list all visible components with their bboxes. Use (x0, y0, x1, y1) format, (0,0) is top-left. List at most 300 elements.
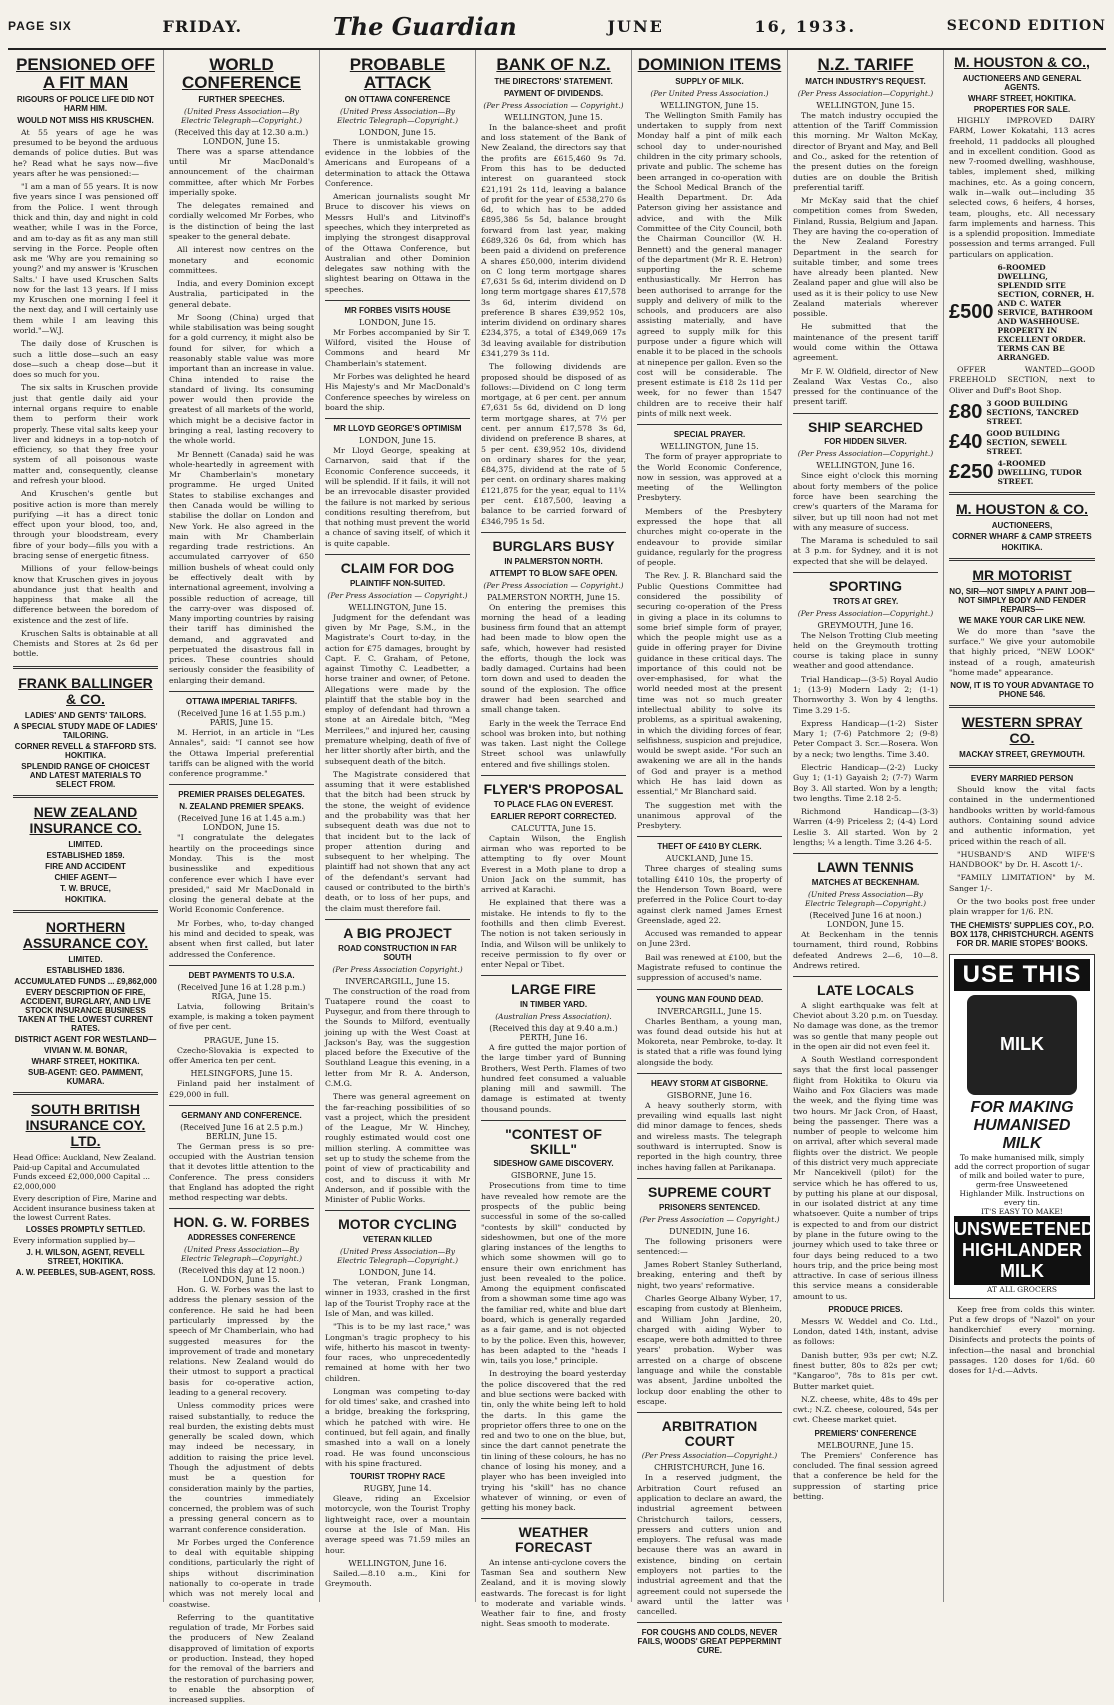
dateline: LONDON, June 14. (359, 1268, 436, 1278)
subheadline: TOURIST TROPHY RACE (349, 1472, 446, 1482)
credit: (United Press Association—By Electric Telegraph—Copyright.) (180, 106, 302, 125)
ad-line: LADIES' AND GENTS' TAILORS. (24, 710, 147, 720)
paragraph: The Rev. J. R. Blanchard said the Public Questions Committee had considered the possibility of securing co-operation of the Press in giving a place in its columns to some brief simple form of prayer, which the people might use as a guide in offering prayer for Divine guidance in these critical days. The importance of this could not be over-emphasised, for what the world needed most at the present time was not so much greater intellectual ability to solve its problems, as a spiritual awakening, in which the dividing forces of fear, selfishness, suspicion and prejudice, would be swept aside. "For such an awakening we are all in the hands of God and prayer is a method which He has laid down as essential," Mr Blanchard said. (637, 571, 782, 797)
dateline: AUCKLAND, June 15. (665, 854, 754, 864)
paragraph: Bail was renewed at £100, but the Magistrate refused to continue the suppression of accused's name. (637, 952, 782, 983)
paragraph: "FAMILY LIMITATION" by M. Sanger 1/-. (949, 873, 1095, 893)
dateline: WELLINGTON, June 15. (660, 100, 759, 110)
subheadline: MR LLOYD GEORGE'S OPTIMISM (333, 424, 462, 434)
subheadline: PLAINTIFF NON-SUITED. (349, 578, 446, 588)
paragraph: Since eight o'clock this morning about forty members of the police force have been searching the crew's quarters of the Marama for silver, but up till noon had not met with any measure of success. (793, 471, 938, 532)
property-listing (949, 263, 1095, 362)
divider (949, 558, 1095, 561)
ad-line: FIRE AND ACCIDENT (45, 861, 126, 871)
divider (13, 795, 158, 798)
paragraph: Should know the vital facts contained in the undermentioned handbooks written by world-famous authors. Containing sound advice and authentic information, yet priced within the reach of all. (949, 785, 1095, 846)
subheadline: OTTAWA IMPERIAL TARIFFS. (185, 697, 298, 707)
subheadline: DEBT PAYMENTS TO U.S.A. (188, 970, 295, 980)
subheadline: IN TIMBER YARD. (519, 1000, 588, 1010)
divider (949, 705, 1095, 708)
paragraph: Mr Bennett (Canada) said he was whole-heartedly in agreement with Mr Chamberlain's monetary programme. He urged United States to stabilise exchanges and then Canada would be willing to stabilise the dollar on London and New York. He also agreed in the main with Mr Chamberlain regarding trade restrictions. An accumulated carryover of 650 million bushels of wheat could only be effectively dealt with by international agreement, involving a possible reduction of acreage, till the carry-over was disposed of. Many importing countries by raising their tariff has diminished the demand, and aggravated and perpetuated the disastrous fall in prices. These countries should seriously consider the feasibility of enlarging their demand. (169, 449, 314, 685)
paragraph: Members of the Presbytery expressed the hope that all churches might co-operate in the endeavour to provide similar guidance, regularly for the progress of people. (637, 506, 782, 568)
credit: (United Press Association—By Electric Telegraph—Copyright.) (336, 1247, 458, 1266)
paragraph: A fire gutted the major portion of the large timber yard of Bunning Brothers, West Perth. Flames of two hundred feet consumed a valuable planing mill and sawmill. The damage is estimated at twenty thousand pounds. (481, 1043, 626, 1114)
milk-can-icon (967, 995, 1077, 1095)
headline: BANK OF N.Z. (496, 55, 611, 74)
subheadline: SPECIAL PRAYER. (673, 430, 746, 440)
divider (637, 1178, 782, 1179)
listing-text: GOOD BUILDING SECTION, SEWELL STREET. (986, 428, 1067, 456)
paragraph: Express Handicap—(1-2) Sister Mary 1; (7-6) Patchmore 2; (9-8) Peter Compact 3. Scr.—Rosera. Won by a neck; two lengths. Time 3.40. (793, 718, 938, 759)
dateline: WELLINGTON, June 15. (660, 442, 759, 452)
ad-line: NO, SIR—NOT SIMPLY A PAINT JOB—NOT SIMPLY BODY AND FENDER REPAIRS— (949, 586, 1095, 614)
dateline: PALMERSTON NORTH, June 15. (486, 592, 621, 602)
paragraph: Kruschen Salts is obtainable at all Chemists and Stores at 2s 6d per bottle. (13, 628, 158, 659)
divider (169, 784, 314, 785)
dateline: CHRISTCHURCH, June 16. (654, 1463, 765, 1473)
ad-line: WE MAKE YOUR CAR LIKE NEW. (958, 615, 1086, 625)
credit: (United Press Association—By Electric Telegraph—Copyright.) (336, 106, 458, 125)
paragraph: OFFER WANTED—GOOD FREEHOLD SECTION, next to Oliver and Duff's Boot Shop. (949, 364, 1095, 395)
listing-text: 6-ROOMED DWELLING, SPLENDID SITE SECTION, CORNER, H. AND C. WATER SERVICE, BATHROOM AND WASHHOUSE. PROPERTY IN EXCELLENT ORDER. TERMS CAN BE ARRANGED. (997, 262, 1095, 362)
headline: WORLD CONFERENCE (181, 55, 301, 92)
dateline: (Received June 16 at 1.28 p.m.) RIGA, June 15. (177, 982, 306, 1001)
paragraph: Captain Wilson, the English airman who was reported to be attempting to fly over Mount Everest in a Moth plane to drop a Union Jack on the summit, has arrived at Karachi. (481, 833, 626, 895)
ad-title: NEW ZEALAND INSURANCE CO. (29, 803, 142, 836)
divider (13, 910, 158, 913)
paragraph: A slight earthquake was felt at Cheviot about 3.20 p.m. on Tuesday. No damage was done, as the tremor was so gentle that many people out in the open air did not even feel it. (793, 1000, 938, 1051)
headline: N.Z. TARIFF (817, 55, 914, 74)
paragraph: Mr McKay said that the chief competition comes from Sweden, Finland, Russia, Belgium and Japan. They are having the co-operation of the New Zealand Forestry Department in the search for suitable timber, and some trees have already been planted. New Zealand paper and glue will also be used as it is their policy to use New Zealand materials wherever possible. (793, 196, 938, 319)
milk-advertisement (949, 954, 1095, 1299)
credit: (Per Press Association Copyright.) (332, 964, 463, 974)
subheadline: EARLIER REPORT CORRECTED. (490, 811, 617, 821)
subheadline: HEAVY STORM AT GISBORNE. (651, 1078, 768, 1088)
paragraph: Mr Lloyd George, speaking at Carnarvon, said that if the Economic Conference succeeds, it will be splendid. If it fails, it will not be an irrevocable disaster provided the failure is not marked by serious conditions resulting therefrom, but that nothing must prevent the world a chance of saving itself, of which it is quite capable. (325, 446, 470, 548)
dateline: WELLINGTON, June 16. (816, 461, 915, 471)
property-listing (949, 429, 1095, 456)
paragraph: "HUSBAND'S AND WIFE'S HANDBOOK" by Dr. H. Ascott 1/-. (949, 849, 1095, 870)
paragraph: Latvia, following Britain's example, is making a token payment of five per cent. (169, 1001, 314, 1032)
paragraph: We do more than "save the surface." We give your automobile that highly priced, "NEW LOOK" instead of a rough, amateurish "home made" appearance. (949, 626, 1095, 677)
price: £40 (949, 430, 983, 453)
column-6 (788, 50, 944, 1602)
ad-line: AUCTIONEERS, (991, 520, 1053, 530)
paragraph: The Premiers' Conference has concluded. The final session agreed that a conference be held for the suppression of starting price betting. (793, 1450, 938, 1501)
paragraph: The construction of the road from Tuatapere round the coast to Puysegur, and from there through to the Sounds to Milford, eventually joining up with the West Coast at Jackson's Bay, was the suggestion placed before the Executive of the Southland League this evening, in a letter from Mr R. A. Anderson, C.M.G. (325, 986, 470, 1089)
divider (637, 1073, 782, 1074)
paragraph: Sailed.—8.10 a.m., Kini for Greymouth. (325, 1568, 470, 1589)
ad-line: THE CHEMISTS' SUPPLIES COY., P.O. BOX 1178, CHRISTCHURCH. AGENTS FOR DR. MARIE STOPES' BOOKS. (950, 920, 1094, 948)
ad-line: HOKITIKA. (65, 894, 106, 904)
ad-banner: USE THIS (954, 959, 1090, 991)
paragraph: Czecho-Slovakia is expected to offer America ten per cent. (169, 1045, 314, 1065)
subheadline: THE DIRECTORS' STATEMENT. (494, 76, 613, 86)
headline: SPORTING (828, 577, 903, 594)
ad-line: WHARF STREET, HOKITIKA. (31, 1056, 140, 1066)
paragraph: A South Westland correspondent says that the first local passenger flight from Hokitika to Okuru via Waiho and Fox Glaciers was made the week, and the flying time was two hours. Mr Jack Cron, of Haast, being the passenger. There was a number of people to welcome him on arrival, after which several made flights over the district. We people of this district very much appreciate Mr Nancekivell (pilot) for the service which he has offered to us, by putting his plane at our disposal, in our isolated district at any time whatsoever. Quite a number of trips is expected to and from our district by plane in the future owing to the journey which used to take three or four days being reduced to a two hours trip, and the price being most attractive. In case of serious illness this service means a considerable amount to us. (793, 1055, 938, 1301)
credit: (Per Press Association—Copyright.) (797, 449, 934, 459)
ad-line: PROPERTIES FOR SALE. (973, 105, 1071, 114)
ad-title: WESTERN SPRAY CO. (961, 714, 1083, 747)
ad-line: LIMITED. (68, 954, 103, 964)
credit: (Per Press Association—Copyright.) (641, 1451, 778, 1461)
paragraph: In destroying the board yesterday the police discovered that the red and blue sections were backed with tin, only the white being left to hold the darts. In this game the proprietor offers three to one on the red and two to one on the blue, but, since the dart cannot penetrate the tin lining of these colours, he has no chance of losing his money, and a player who has been inveigled into trying his "skill" has no chance whatever of winning, or even of getting his money back. (481, 1369, 626, 1513)
ad-text: AT ALL GROCERS (987, 1284, 1057, 1294)
dateline: PRAGUE, June 15. (204, 1035, 279, 1045)
paragraph: Unless commodity prices were raised substantially, to reduce the real burden, the existing debts must generally be scaled down, which may indeed be necessary, in addition to raising the price level. Though the adjustment of debts must be a question for consideration mainly by the parties, the countries immediately concerned, the problem was of such a pressing general concern as to warrant conference consideration. (169, 1401, 314, 1534)
column-7 (944, 50, 1100, 1602)
ad-line: T. W. BRUCE, (60, 883, 111, 893)
column-4 (476, 50, 632, 1629)
dateline: MELBOURNE, June 15. (817, 1440, 914, 1450)
credit: (Per United Press Association.) (650, 88, 769, 98)
ad-line: Every information supplied by— (13, 1236, 136, 1245)
paragraph: Mr Soong (China) urged that while stabilisation was being sought for a gold currency, it might also be found for silver, for which a reasonably stable value was more important than an increase in value. China intended to raise the standard of living. Its consuming power would then provide the greatest of all markets of the world, which might be a decisive factor in bringing a real, lasting recovery to the whole world. (169, 312, 314, 446)
dateline: (Received this day at 12 noon.) LONDON, June 15. (178, 1266, 305, 1285)
paragraph: The Nelson Trotting Club meeting held on the Greymouth trotting course is taking place in sunny weather and good attendance. (793, 630, 938, 671)
headline: LATE LOCALS (817, 982, 914, 999)
column-5 (632, 50, 788, 1656)
paragraph: An intense anti-cyclone covers the Tasman Sea and southern New Zealand, and it is moving slowly eastwards. The forecast is for light to moderate and variable winds. Weather fair to fine, and frosty night. Seas smooth to moderate. (481, 1557, 626, 1629)
paragraph: India, and every Dominion except Australia, participated in the general debate. (169, 279, 314, 309)
divider (637, 1622, 782, 1623)
paragraph: Or the two books post free under plain wrapper for 1/6. P.N. (949, 897, 1095, 917)
paragraph: Mr F. W. Oldfield, director of New Zealand Wax Vestas Co., also pressed for the continuance of the present tariff. (793, 366, 938, 407)
paragraph: In a reserved judgment, the Arbitration Court refused an application to declare an award, the industrial agreement between Christchurch tailors, cessers, pressers and cutters union and employers. The refusal was made because there was an award in existence, binding on certain employers not parties to the industrial agreement and that the agreement could not supersede the award until the latter was cancelled. (637, 1473, 782, 1617)
divider (169, 1208, 314, 1209)
subheadline: GERMANY AND CONFERENCE. (181, 1110, 302, 1120)
paragraph: Early in the week the Terrace End school was broken into, but nothing was taken. Last night the College Street school was unlawfully entered and five shillings stolen. (481, 718, 626, 769)
dateline: CALCUTTA, June 15. (511, 823, 596, 833)
paragraph: Judgment for the defendant was given by Mr Page, S.M., in the Magistrate's Court to-day, in the action for £75 damages, brought by Capt. F. C. Graham, of Petone, against Timothy C. Leadbetter, a horse trainer and owner, of Petone. Allegations were made by the plaintiff that the stable boy in the employ of defendant had thrown a stone at an Airedale bitch, "Meg Merrilees," and injured her, causing premature whelping, death of five of her litter shortly after birth, and the subsequent death of the bitch. (325, 612, 470, 766)
paragraph: Mr Forbes was delighted he heard His Majesty's and Mr MacDonald's Conference speeches by wireless on board the ship. (325, 372, 470, 412)
paragraph: Mr Forbes, who, to-day changed his mind and decided to speak, was absent when first called, but later addressed the Conference. (169, 918, 314, 959)
dateline: GISBORNE, June 16. (666, 1090, 753, 1100)
divider (637, 1412, 782, 1413)
ad-text: To make humanised milk, simply add the correct proportion of sugar of milk and boiled water to pure, germ-free Unsweetened Highlander Milk. Instructions on every tin. (954, 1152, 1090, 1207)
subheadline: TO PLACE FLAG ON EVEREST. (493, 799, 614, 809)
headline: BURGLARS BUSY (492, 537, 615, 554)
ad-line: FOR COUGHS AND COLDS, NEVER FAILS, WOODS' GREAT PEPPERMINT CURE. (637, 1628, 782, 1656)
price: £500 (949, 300, 994, 323)
page-number: PAGE SIX (8, 19, 72, 33)
dateline: WELLINGTON, June 15. (348, 602, 447, 612)
divider (13, 666, 158, 669)
divider (481, 1120, 626, 1121)
headline: SUPREME COURT (648, 1183, 771, 1200)
divider (169, 691, 314, 692)
month: JUNE (607, 16, 664, 36)
headline: MOTOR CYCLING (338, 1216, 457, 1233)
property-listing (949, 399, 1095, 426)
paragraph: Longman was competing to-day for old times' sake, and crashed into a bridge, breaking the forkspring, which he patched with wire. He continued, but fell again, and finally smashed into a wall on a lonely road. He was found unconscious with his spine fractured. (325, 1386, 470, 1468)
paragraph: And Kruschen's gentle but positive action is more than merely purifying —it has a direct tonic effect upon your blood, too, and, through your bloodstream, every fibre of your body—fills you with a bracing sense of energetic fitness. (13, 489, 158, 560)
ad-line: SUB-AGENT: GEO. PAMMENT, KUMARA. (28, 1067, 143, 1086)
column-1 (8, 50, 164, 1602)
paragraph: There is unmistakable growing evidence in the lobbies of the Americans and Europeans of a determination to attack the Ottawa Conference. (325, 137, 470, 188)
dateline: INVERCARGILL, June 15. (345, 976, 450, 986)
divider (169, 965, 314, 966)
dateline: LONDON, June 15. (359, 127, 436, 137)
listing-text: 4-ROOMED DWELLING, TUDOR STREET. (997, 458, 1082, 486)
ad-title: EVERY MARRIED PERSON (970, 774, 1074, 784)
subheadline: PREMIER PRAISES DELEGATES. (178, 790, 305, 800)
paragraph: A heavy southerly storm, with prevailing wind equalls last night did minor damage to fences, sheds and wireless masts. The telegraph southward is interrupted. Snow is reported in the high country, three inches having fallen at Parikanapa. (637, 1100, 782, 1172)
credit: (Per Press Association — Copyright.) (483, 580, 624, 590)
subheadline: MATCH INDUSTRY'S REQUEST. (805, 76, 926, 86)
dateline: WELLINGTON, June 15. (504, 112, 603, 122)
ad-line: SPLENDID RANGE OF CHOICEST AND LATEST MATERIALS TO SELECT FROM. (21, 761, 150, 789)
subheadline: MR FORBES VISITS HOUSE (344, 305, 451, 315)
subheadline: RIGOURS OF POLICE LIFE DID NOT HARM HIM. (16, 94, 155, 113)
ad-line: AUCTIONEERS AND GENERAL AGENTS. (962, 74, 1082, 92)
dateline: RUGBY, June 14. (363, 1484, 432, 1494)
subheadline: ROAD CONSTRUCTION IN FAR SOUTH (338, 943, 457, 962)
paragraph: Referring to the quantitative regulation of trade, Mr Forbes said the producers of New Zealand disapproved of limitation of exports or production. Instead, they hoped for the removal of the barriers and the restoration of purchasing power, to enable the absorption of increased supplies. (169, 1612, 314, 1705)
dateline: HELSINGFORS, June 15. (190, 1069, 293, 1079)
divider (13, 1092, 158, 1095)
dateline: (Received this day at 9.40 a.m.) PERTH, June 16. (489, 1024, 618, 1043)
headline: PROBABLE ATTACK (349, 55, 446, 92)
paragraph: He explained that there was a mistake. He intends to fly to the foothills and then climb Everest. The notion is not taken seriously in India, and Wilson will be unlikely to receive permission to fly over or enter Nepal or Tibet. (481, 898, 626, 970)
paragraph: The following prisoners were sentenced:— (637, 1236, 782, 1256)
divider (325, 554, 470, 555)
dateline: (Received June 16 at 1.55 p.m.) PARIS, June 15. (177, 709, 306, 728)
paragraph: The Marama is scheduled to sail at 3 p.m. for Sydney, and it is not expected that she will be delayed. (793, 536, 938, 566)
can-label: MILK (1000, 1034, 1044, 1055)
ad-text: IT'S EASY TO MAKE! (981, 1206, 1063, 1216)
ad-line: EVERY DESCRIPTION OF FIRE, ACCIDENT, BURGLARY, AND LIVE STOCK INSURANCE BUSINESS TAKEN AT THE LOWEST CURRENT RATES. (18, 987, 153, 1033)
subheadline: IN PALMERSTON NORTH. (504, 556, 603, 566)
ad-line: LOSSES PROMPTLY SETTLED. (25, 1225, 146, 1234)
divider (481, 1518, 626, 1519)
ad-line: ESTABLISHED 1859. (46, 850, 125, 860)
column-2 (164, 50, 320, 1705)
subheadline: PRODUCE PRICES. (828, 1304, 903, 1314)
dateline: WELLINGTON, June 15. (816, 100, 915, 110)
paragraph: The Magistrate considered that assuming that it were established that the bitch had been struck by the stone, the weight of evidence and the probability was that her subsequent death was due not to that incident but to the lack of proper attention during and subsequent to her whelping. The plaintiff had not shown that any act of the defendant's servant had caused or contributed to the birth's death, or to loss of her pups, and the claim must therefore fail. (325, 769, 470, 913)
dateline: (Received this day at 12.30 a.m.) LONDON, June 15. (174, 127, 309, 146)
dateline: GISBORNE, June 15. (510, 1171, 597, 1181)
divider (637, 989, 782, 990)
headline: PENSIONED OFF A FIT MAN (16, 55, 155, 92)
paragraph: Hon. G. W. Forbes was the last to address the plenary session of the conference. He said he had been particularly impressed by the speech of Mr Chamberlain, who had suggested measures for the improvement of trade and monetary relations. New Zealand would do their utmost to support a practical basis for co-operative action, leading to a general recovery. (169, 1285, 314, 1397)
paragraph: Trial Handicap—(3-5) Royal Audio 1; (13-9) Modern Lady 2; (1-1) Thornworthy 3. Won by 4 lengths. Time 3.29 1-5. (793, 674, 938, 715)
subheadline: YOUNG MAN FOUND DEAD. (655, 994, 764, 1004)
dateline: WELLINGTON, June 16. (348, 1558, 447, 1568)
paragraph: The following dividends are proposed should be disposed of as follows:—Dividend on C long term mortgage, at 6 per cent. per annum £7,631 5s 6d, dividend on D long term mortgage shares, at 7½ per cent. per annum £17,578 3s 6d, dividend on preference B shares, at 5 per cent. £39,952 10s, dividend on ordinary shares for the year, £84,375, dividend at the rate of 5 per cent. on ordinary shares making £121,875 for the year, equal to 11¼ per cent. £187,500, leaving a balance to be carried forward of £346,795 1s 5d. (481, 362, 626, 526)
ad-line: HOKITIKA. (1001, 542, 1043, 552)
credit: (Per Press Association—Copyright.) (797, 608, 934, 618)
paragraph: Mr Forbes urged the Conference to deal with equitable shipping conditions, particularly the right of ships without discrimination nationally to co-operate in trade which was not merely local and coastwise. (169, 1537, 314, 1609)
paragraph: Millions of your fellow-beings know that Kruschen gives in joyous abundance just that health and happiness that make all the difference between the boredom of existence and the zest of life. (13, 564, 158, 625)
paragraph: Keep free from colds this winter. Put a few drops of "Nazol" on your handkerchief every morning. Disinfects and protects the points of infection—the nasal and bronchial passages. 120 doses for 1/6d. 60 doses for 1/-d.—Advts. (949, 1304, 1095, 1376)
subheadline: SIDESHOW GAME DISCOVERY. (493, 1159, 614, 1169)
dateline: LONDON, June 15. (359, 317, 436, 327)
ad-line: NOW, IT IS TO YOUR ADVANTAGE TO PHONE 546. (950, 681, 1094, 700)
ad-line: Head Office: Auckland, New Zealand. Paid-up Capital and Accumulated Funds exceed £2,000,000 Capital ... £2,000,000 (13, 1152, 157, 1191)
paragraph: In the balance-sheet and profit and loss statement of the Bank of New Zealand, the directors say that the profits are £615,460 9s 7d. From this has to be deducted interest on guaranteed stock £21,191 2s 11d, leaving a balance of profit for the year of £538,270 6s 6d, to which has to be added £895,386 5s 5d, balance brought forward from last year, making £689,326 0s 6d, from which has been paid a dividend on preference A shares £50,000, interim dividend on C long term mortgage shares £7,631 5s 6d, interim dividend on D long term mortgage shares £17,578 3s 6d, interim dividend on preference B shares £39,952 10s, interim dividend on ordinary shares £234,375, a total of £349,069 17s 3d leaving available for distribution £341,279 3s 11d. (481, 122, 626, 359)
credit: (United Press Association—By Electric Telegraph—Copyright.) (804, 889, 926, 908)
paragraph: Electric Handicap—(2-2) Lucky Guy 1; (1-1) Gayaish 2; (7-7) Warm Boy 3. All started. Won by a length; two lengths. Time 2.18 2-5. (793, 763, 938, 803)
headline: SHIP SEARCHED (808, 418, 923, 435)
ad-line: Every description of Fire, Marine and Accident insurance business taken at the lowest Current Rates. (13, 1193, 157, 1223)
credit: (Per Press Association—Copyright.) (797, 88, 934, 98)
ad-title: FRANK BALLINGER & CO. (18, 674, 153, 707)
divider (325, 1210, 470, 1211)
dateline: GREYMOUTH, June 16. (817, 620, 914, 630)
headline: "CONTEST OF SKILL" (505, 1126, 602, 1157)
headline: DOMINION ITEMS (637, 55, 782, 74)
paragraph: There was a sparse attendance until Mr MacDonald's announcement of the chairman committee, after which Mr Forbes imperially spoke. (169, 146, 314, 197)
subheadline: MATCHES AT BECKENHAM. (811, 877, 920, 887)
paragraph: The veteran, Frank Longman, winner in 1933, crashed in the first lap of the Tourist Trophy race at the Isle of Man, and was killed. (325, 1278, 470, 1318)
dateline: (Received June 16 at 1.45 a.m.) LONDON, June 15. (177, 814, 306, 833)
subheadline: SUPPLY OF MILK. (675, 76, 744, 86)
ad-line: LIMITED. (68, 839, 103, 849)
ad-line: CORNER REVELL & STAFFORD STS. HOKITIKA. (14, 741, 157, 760)
divider (325, 919, 470, 920)
paragraph: American journalists sought Mr Bruce to discover his views on Messrs Hull's and Litvinoff's speeches, which they interpreted as implying the strongest disapproval of the Ottawa Conference, but Australian and other Dominion delegates saw nothing with the slightest bearing on Ottawa in the speeches. (325, 192, 470, 294)
headline: HON. G. W. FORBES (173, 1214, 310, 1231)
paragraph: "This is to be my last race," was Longman's tragic prophecy to his wife, hitherto his mascot in twenty-four races, who unprecedentedly remained at home with her two children. (325, 1322, 470, 1383)
divider (793, 853, 938, 854)
day: FRIDAY. (162, 16, 243, 36)
price: £80 (949, 400, 983, 423)
paragraph: Three charges of stealing sums totalling £410 10s, the property of the Henderson Town Board, were preferred in the Police Court to-day against clerk named James Ernest Greenslade, aged 22. (637, 864, 782, 925)
paragraph: Richmond Handicap—(3-3) Warren (4-9) Priceless 2; (4-4) Lord Leslie 3. All started. Won by 2 lengths; ¼ a length. Time 3.26 4-5. (793, 807, 938, 847)
paragraph: He submitted that the maintenance of the present tariff would come within the Ottawa agreement. (793, 322, 938, 363)
headline: CLAIM FOR DOG (340, 559, 455, 576)
headline: LARGE FIRE (511, 981, 596, 998)
masthead (8, 4, 1106, 50)
paragraph: On entering the premises this morning the head of a leading business firm found that an attempt had been made to blow open the safe, which, however had resisted the efforts, though the lock was badly damaged. Curtains had been torn down and used to deaden the sound of the explosion. The office drawer had been searched and small change taken. (481, 602, 626, 715)
subheadline: PAYMENT OF DIVIDENDS. (503, 88, 604, 98)
columns (8, 50, 1108, 1705)
dateline: (Received June 16 at noon.) LONDON, June 15. (809, 910, 922, 929)
subheadline: TROTS AT GREY. (832, 596, 899, 606)
ad-line: ESTABLISHED 1836. (46, 965, 125, 975)
paragraph: The daily dose of Kruschen is such a little dose—such an easy dose—such a cheap dose—but it does so much for you. (13, 339, 158, 380)
ad-line: A SPECIAL STUDY MADE OF LADIES' TAILORING. (13, 721, 158, 740)
divider (637, 836, 782, 837)
subheadline: N. ZEALAND PREMIER SPEAKS. (179, 802, 304, 812)
credit: (Australian Press Association). (495, 1012, 612, 1022)
brand-name: UNSWEETENED HIGHLANDER MILK (954, 1216, 1090, 1285)
subheadline: WOULD NOT MISS HIS KRUSCHEN. (17, 115, 154, 125)
paragraph: There was general agreement on the far-reaching possibilities of so vast a project, which the president of the League, Mr W. Hinchey, roughly estimated would cost one million sterling. A committee was set up to study the scheme from the point of view of practicability and cost, and to discuss it with Mr Anderson, and if possible with the Minister of Public Works. (325, 1092, 470, 1205)
divider (637, 424, 782, 425)
paragraph: Charles George Albany Wyber, 17, escaping from custody at Blenheim, and William John Jardine, 20, charged with aiding Wyber to escape, were both admitted to three years' probation. Wyber was arrested on a charge of obscene language and while the constable was absent, Jardine unbolted the lockup door enabling the other to escape. (637, 1293, 782, 1406)
dateline: (Received June 16 at 2.5 p.m.) BERLIN, June 15. (180, 1122, 303, 1141)
divider (793, 413, 938, 414)
paragraph: Accused was remanded to appear on June 23rd. (637, 929, 782, 949)
paragraph: Finland paid her instalment of £29,000 in full. (169, 1079, 314, 1099)
ad-title: SOUTH BRITISH INSURANCE COY. LTD. (25, 1100, 146, 1149)
paragraph: The form of prayer appropriate to the World Economic Conference, now in session, was approved at a meeting of the Wellington Presbytery. (637, 452, 782, 503)
paragraph: Danish butter, 93s per cwt; N.Z. finest butter, 80s to 82s per cwt; "Kangaroo", 78s to 81s per cwt. Butter market quiet. (793, 1350, 938, 1391)
paragraph: "I congratulate the delegates heartily on the proceedings since Monday. This is the most businesslike and expeditious conference ever which I have ever presided," said Mr MacDonald in closing the general debate at the World Economic Conference. (169, 833, 314, 915)
subheadline: ATTEMPT TO BLOW SAFE OPEN. (489, 568, 618, 578)
headline: FLYER'S PROPOSAL (483, 781, 624, 797)
headline: ARBITRATION COURT (661, 1418, 758, 1449)
paragraph: Mr Forbes accompanied by Sir T. Wilford, visited the House of Commons and heard Mr Chamberlain's statement. (325, 327, 470, 368)
credit: (Per Press Association — Copyright.) (639, 1214, 780, 1224)
dateline: LONDON, June 15. (359, 436, 436, 446)
divider (949, 765, 1095, 768)
property-listing (949, 459, 1095, 486)
newspaper-title: The Guardian (332, 11, 517, 41)
ad-line: VIVIAN W. M. BONAR, (43, 1045, 128, 1055)
divider (793, 976, 938, 977)
paragraph: Messrs W. Weddel and Co. Ltd., London, dated 14th, instant, advise as follows: (793, 1316, 938, 1347)
divider (949, 492, 1095, 495)
paragraph: James Robert Stanley Sutherland, breaking, entering and theft by night, two years' reformative. (637, 1260, 782, 1290)
ad-line: CHIEF AGENT— (54, 872, 117, 882)
headline: A BIG PROJECT (343, 924, 452, 941)
paragraph: N.Z. cheese, white, 48s to 49s per cwt.; N.Z. cheese, coloured, 54s per cwt. Cheese market quiet. (793, 1394, 938, 1425)
paragraph: The Wellington Smith Family has undertaken to supply from next Monday half a pint of milk each school day to under-nourished children in the city primary schools, private and public. The scheme has been arranged in co-operation with the School Medical Branch of the Health Department. Dr. Ada Paterson giving her assistance and advice, and with the Milk Committee of the City Council, both the Chairman Councillor (W. H. Bennett) and the general manager of the department (Mr R. E. Hetron) supporting the scheme enthusiastically. Mr Herron has been authorised to arrange for the supply and delivery of milk to the schools, and producers are also assisting materially, and have agreed to supply milk for this purpose under a figure which will enable it to be placed in the schools at ninepence per gallon. Even so the cost will be considerable. The present estimate is £18 2s 11d per week, for no fewer than 1547 children are to receive their half pints of milk next week. (637, 110, 782, 418)
date: 16, 1933. (754, 16, 857, 36)
subheadline: ON OTTAWA CONFERENCE (344, 94, 451, 104)
divider (325, 418, 470, 419)
paragraph: HIGHLY IMPROVED DAIRY FARM, Lower Kokatahi, 113 acres freehold, 11 paddocks all ploughed and in excellent condition. Good as new 7-roomed dwelling, washhouse, tables, implement shed, milking machines, etc. As a going concern, walk in—walk out—including 35 selected cows, 6 heifers, 4 horses, team, ploughs, etc. All necessary farm implements and harness. This is a splendid proposition. Immediate possession and terms arranged. Full particulars on application. (949, 116, 1095, 259)
paragraph: The match industry occupied the attention of the Tariff Commission this morning. Mr Walton McKay, director of Bryant and May, and Bell and Co., asked for the retention of the present duties on the foreign duties are on double the British preferential tariff. (793, 110, 938, 192)
edition: SECOND EDITION (946, 18, 1106, 34)
subheadline: PRISONERS SENTENCED. (659, 1202, 760, 1212)
paragraph: M. Herriot, in an article in "Les Annales", said: "I cannot see how the Ottawa Imperial preferential tariffs can be aligned with the world conference programme." (169, 728, 314, 779)
subheadline: FOR HIDDEN SILVER. (824, 437, 907, 447)
paragraph: "I am a man of 55 years. It is now five years since I was pensioned off from the Police. I went through thick and thin, day and night in cold weather, while I was in the Force, and am to-day as fit as any man still serving in the Force. People often ask me 'Why are you remaining so young?' and my answer is 'Kruschen Salts.' I have used Kruschen Salts now for the last 13 years. If I miss my Kruschen one morning I feel it the next day, and I will certainly use them while I am leaving this world."—W.J. (13, 182, 158, 336)
paragraph: At 55 years of age he was presumed to be beyond the arduous demands of police duties. But was he? Read what he says now—five years after he was pensioned:— (13, 127, 158, 178)
ad-line: MACKAY STREET, GREYMOUTH. (959, 750, 1085, 760)
dateline: INVERCARGILL, June 15. (657, 1006, 762, 1016)
ad-line: ACCUMULATED FUNDS ... £9,862,000 (14, 976, 157, 986)
paragraph: The six salts in Kruschen provide just that gentle daily aid your internal organs require to enable them to perform their work properly. These vital salts keep your liver and kidneys in a top-notch of efficiency, so that they free your system of all poisonous waste matter and, consequently, cleanse and refresh your blood. (13, 383, 158, 485)
ad-slogan: FOR MAKING HUMANISED MILK (970, 1098, 1074, 1152)
credit: (Per Press Association — Copyright.) (483, 100, 624, 110)
ad-line: WHARF STREET, HOKITIKA. (968, 94, 1076, 103)
divider (481, 775, 626, 776)
subheadline: THEFT OF £410 BY CLERK. (657, 842, 762, 852)
ad-title: M. HOUSTON & CO., (954, 54, 1090, 70)
divider (481, 532, 626, 533)
divider (793, 572, 938, 573)
paragraph: Charles Bentham, a young man, was found dead outside his hut at Mokoreta, near Pembroke, to-day. It is stated that a rifle was found lying alongside the body. (637, 1016, 782, 1067)
listing-text: 3 GOOD BUILDING SECTIONS, TANCRED STREET. (986, 398, 1079, 426)
paragraph: The German press is so pre-occupied with the Austrian tension that it devotes little attention to the Conference. The press considers that England has adopted the right method respecting war debts. (169, 1141, 314, 1203)
ad-line: A. W. PEEBLES, SUB-AGENT, ROSS. (15, 1267, 156, 1277)
divider (169, 1105, 314, 1106)
subheadline: FURTHER SPEECHES. (198, 94, 285, 104)
subheadline: PREMIERS' CONFERENCE (814, 1428, 917, 1438)
subheadline: ADDRESSES CONFERENCE (187, 1233, 296, 1243)
paragraph: All interest now centres on the monetary and economic committees. (169, 245, 314, 275)
ad-line: CORNER WHARF & CAMP STREETS (952, 531, 1092, 541)
headline: LAWN TENNIS (817, 859, 914, 876)
ad-title: M. HOUSTON & CO. (956, 500, 1088, 517)
column-3 (320, 50, 476, 1602)
dateline: DUNEDIN, June 16. (669, 1226, 750, 1236)
credit: (United Press Association—By Electric Telegraph—Copyright.) (180, 1245, 302, 1264)
price: £250 (949, 460, 994, 483)
divider (481, 975, 626, 976)
ad-line: DISTRICT AGENT FOR WESTLAND— (14, 1034, 157, 1044)
ad-title: MR MOTORIST (972, 566, 1072, 583)
subheadline: VETERAN KILLED (362, 1235, 433, 1245)
paragraph: The delegates remained and cordially welcomed Mr Forbes, who is the distinction of being the last speaker to the general debate. (169, 201, 314, 241)
